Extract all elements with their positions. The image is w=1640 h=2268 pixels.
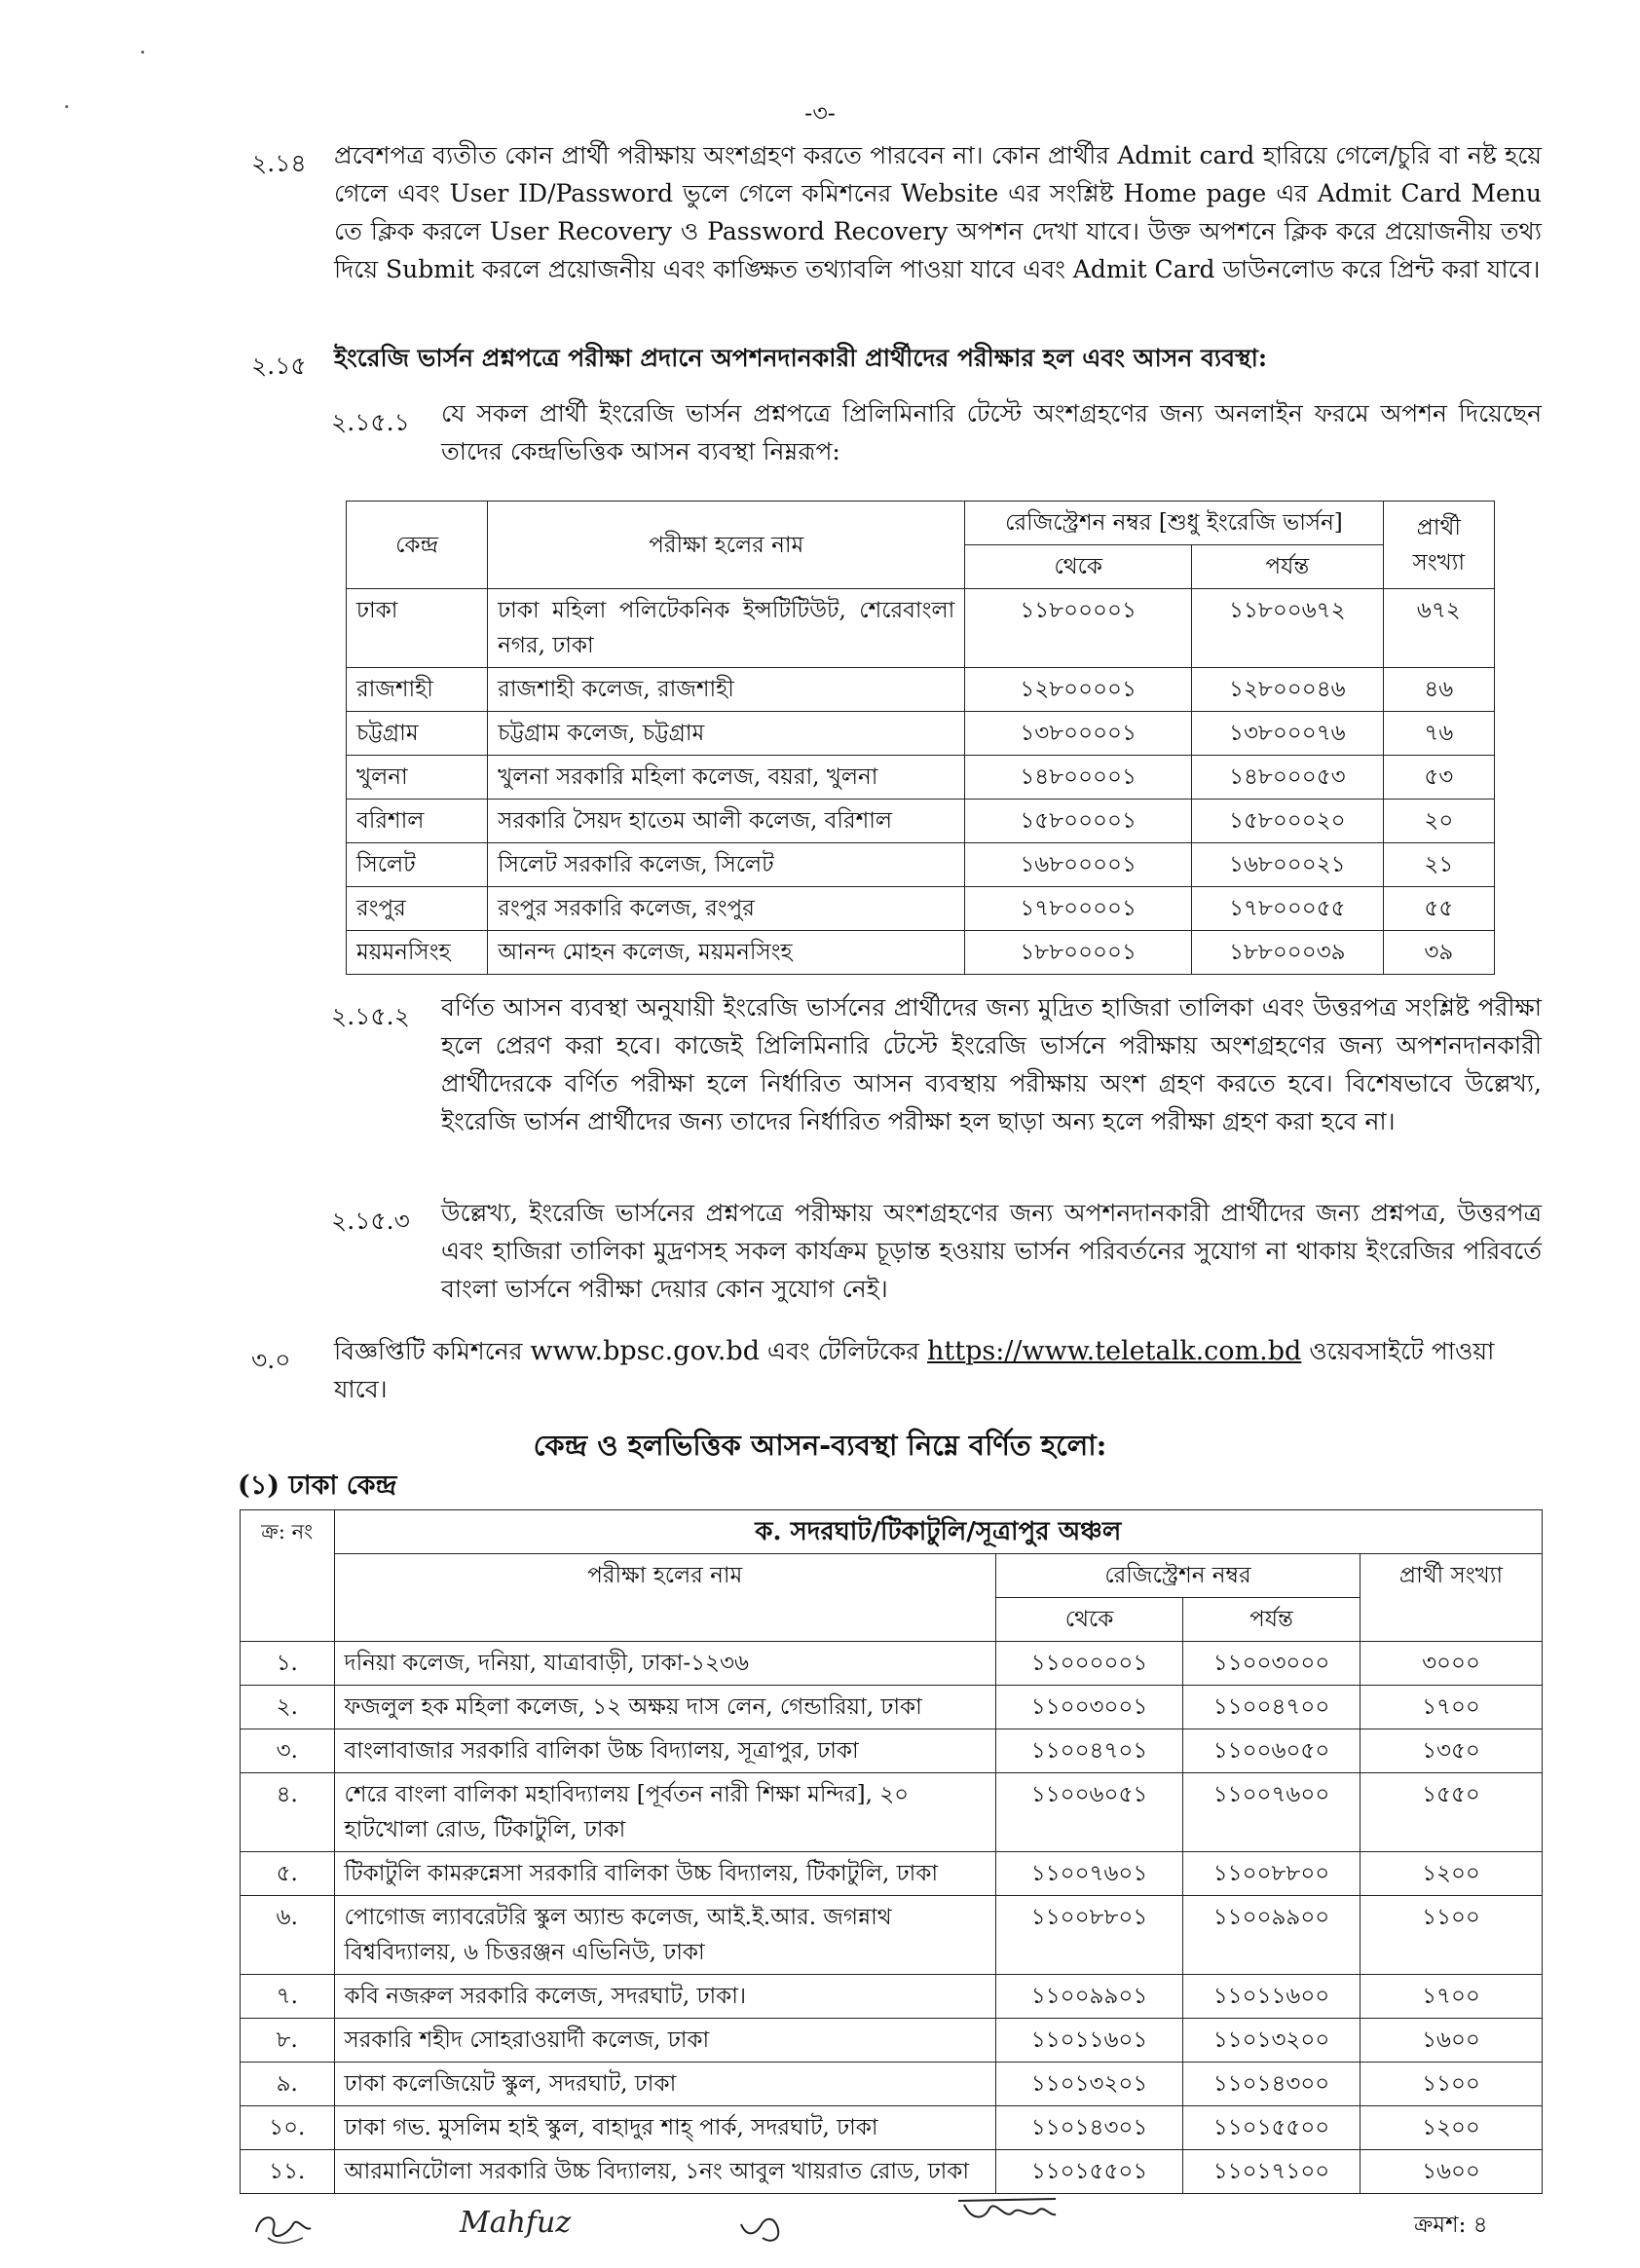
cell-hall: সরকারি শহীদ সোহরাওয়ার্দী কলেজ, ঢাকা	[334, 2019, 996, 2063]
col-header-to: পর্যন্ত	[1183, 1598, 1360, 1642]
signature-1	[248, 2203, 317, 2251]
cell-count: ১২০০	[1360, 2106, 1542, 2150]
table-row	[347, 712, 1495, 756]
col-header-to: পর্যন্ত	[1192, 545, 1384, 589]
col-header-from: থেকে	[965, 545, 1192, 589]
cell-count: ১১০০	[1360, 1896, 1542, 1975]
cell-to: ১১০১১৬০০	[1183, 1975, 1360, 2019]
cell-serial: ৮.	[241, 2019, 335, 2063]
cell-center: রাজশাহী	[347, 668, 488, 712]
clause-number: ২.১৫.২	[331, 1002, 410, 1030]
cell-to: ১১০১৪৩০০	[1183, 2063, 1360, 2106]
cell-hall: সিলেট সরকারি কলেজ, সিলেট	[488, 843, 965, 887]
clause-2-15-2: বর্ণিত আসন ব্যবস্থা অনুযায়ী ইংরেজি ভার্সনের প্রার্থীদের জন্য মুদ্রিত হাজিরা তালিকা এবং উত্তরপত্র সংশ্লিষ্ট পরীক্ষা হলে প্রেরণ করা হবে। কাজেই প্রিলিমিনারি টেস্টে ইংরেজি ভার্সনে পরীক্ষায় অংশগ্রহণের জন্য অপশনদানকারী প্রার্থীদেরকে বর্ণিত পরীক্ষা হলে নির্ধারিত আসন ব্যবস্থায় পরীক্ষায় অংশ গ্রহণ করতে হবে। বিশেষভাবে উল্লেখ্য, ইংরেজি ভার্সন প্রার্থীদের জন্য তাদের নির্ধারিত পরীক্ষা হল ছাড়া অন্য হলে পরীক্ষা গ্রহণ করা হবে না।	[441, 993, 1542, 1135]
cell-serial: ১১.	[241, 2150, 335, 2194]
cell-from: ১৮৮০০০০১	[965, 931, 1192, 975]
table-row	[241, 2106, 1543, 2150]
table-row	[241, 1729, 1543, 1773]
cell-from: ১৭৮০০০০১	[965, 887, 1192, 931]
cell-to: ১১০০৯৯০০	[1183, 1896, 1360, 1975]
col-header-reg: রেজিস্ট্রেশন নম্বর	[996, 1554, 1360, 1598]
cell-count: ১১০০	[1360, 2063, 1542, 2106]
table-row	[347, 589, 1495, 668]
clause-2-15-heading: ইংরেজি ভার্সন প্রশ্নপত্রে পরীক্ষা প্রদানে অপশনদানকারী প্রার্থীদের পরীক্ষার হল এবং আসন ব্যবস্থা:	[334, 344, 1268, 372]
cell-from: ১১০১৪৩০১	[996, 2106, 1183, 2150]
cell-hall: আনন্দ মোহন কলেজ, ময়মনসিংহ	[488, 931, 965, 975]
cell-center: সিলেট	[347, 843, 488, 887]
cell-count: ১২০০	[1360, 1852, 1542, 1896]
cell-hall: সরকারি সৈয়দ হাতেম আলী কলেজ, বরিশাল	[488, 799, 965, 843]
col-header-serial: ক্র: নং	[241, 1510, 335, 1642]
cell-from: ১১০০৯৯০১	[996, 1975, 1183, 2019]
cell-to: ১৫৮০০০২০	[1192, 799, 1384, 843]
cell-from: ১১০০৮৮০১	[996, 1896, 1183, 1975]
cell-center: চট্টগ্রাম	[347, 712, 488, 756]
cell-hall: শেরে বাংলা বালিকা মহাবিদ্যালয় [পূর্বতন নারী শিক্ষা মন্দির], ২০ হাটখোলা রোড, টিকাটুলি, ঢাকা	[334, 1773, 996, 1852]
cell-to: ১১০০৭৬০০	[1183, 1773, 1360, 1852]
cell-hall: কবি নজরুল সরকারি কলেজ, সদরঘাট, ঢাকা।	[334, 1975, 996, 2019]
cell-hall: আরমানিটোলা সরকারি উচ্চ বিদ্যালয়, ১নং আবুল খায়রাত রোড, ঢাকা	[334, 2150, 996, 2194]
cell-count: ১৫৫০	[1360, 1773, 1542, 1852]
clause-3-0-before: বিজ্ঞপ্তিটি কমিশনের	[334, 1337, 531, 1365]
cell-count: ১৬০০	[1360, 2019, 1542, 2063]
cell-to: ১৪৮০০০৫৩	[1192, 756, 1384, 799]
cell-to: ১১০০৬০৫০	[1183, 1729, 1360, 1773]
cell-count: ২০	[1383, 799, 1494, 843]
col-header-reg: রেজিস্ট্রেশন নম্বর [শুধু ইংরেজি ভার্সন]	[965, 502, 1383, 545]
cell-to: ১১০০৪৭০০	[1183, 1686, 1360, 1729]
cell-count: ৩৯	[1383, 931, 1494, 975]
clause-number: ৩.০	[251, 1346, 291, 1374]
cell-from: ১৬৮০০০০১	[965, 843, 1192, 887]
cell-to: ১১৮০০৬৭২	[1192, 589, 1384, 668]
cell-serial: ১০.	[241, 2106, 335, 2150]
cell-from: ১১০১৩২০১	[996, 2063, 1183, 2106]
col-header-hall: পরীক্ষা হলের নাম	[488, 502, 965, 589]
clause-2-15-3: উল্লেখ্য, ইংরেজি ভার্সনের প্রশ্নপত্রে পরীক্ষায় অংশগ্রহণের জন্য অপশনদানকারী প্রার্থীদের জন্য প্রশ্নপত্র, উত্তরপত্র এবং হাজিরা তালিকা মুদ্রণসহ সকল কার্যক্রম চূড়ান্ত হওয়ায় ভার্সন পরিবর্তনের সুযোগ না থাকায় ইংরেজির পরিবর্তে বাংলা ভার্সনে পরীক্ষা দেয়ার কোন সুযোগ নেই।	[441, 1199, 1542, 1303]
clause-number: ২.১৫.৩	[331, 1207, 410, 1235]
cell-from: ১১০১৫৫০১	[996, 2150, 1183, 2194]
table-row	[241, 1773, 1543, 1852]
clause-3-0	[334, 1332, 1542, 1408]
cell-center: ঢাকা	[347, 589, 488, 668]
cell-count: ৩০০০	[1360, 1642, 1542, 1686]
cell-hall: পোগোজ ল্যাবরেটরি স্কুল অ্যান্ড কলেজ, আই.ই.আর. জগন্নাথ বিশ্ববিদ্যালয়, ৬ চিত্তরঞ্জন এভিনিউ, ঢাকা	[334, 1896, 996, 1975]
dhaka-center-title: (১) ঢাকা কেন্দ্র	[238, 1470, 397, 1501]
clause-3-0-after: ওয়েবসাইটে পাওয়া যাবে।	[334, 1337, 1495, 1403]
section-heading: কেন্দ্র ও হলভিত্তিক আসন-ব্যবস্থা নিম্নে বর্ণিত হলো:	[533, 1429, 1107, 1462]
cell-to: ১৩৮০০০৭৬	[1192, 712, 1384, 756]
table-row	[241, 2150, 1543, 2194]
cell-hall: রাজশাহী কলেজ, রাজশাহী	[488, 668, 965, 712]
clause-2-14: প্রবেশপত্র ব্যতীত কোন প্রার্থী পরীক্ষায় অংশগ্রহণ করতে পারবেন না। কোন প্রার্থীর Admit card হারিয়ে গেলে/চুরি বা নষ্ট হয়ে গেলে এবং User ID/Password ভুলে গেলে কমিশনের Website এর সংশ্লিষ্ট Home page এর Admit Card Menu তে ক্লিক করলে User Recovery ও Password Recovery অপশন দেখা যাবে। উক্ত অপশনে ক্লিক করে প্রয়োজনীয় তথ্য দিয়ে Submit করলে প্রয়োজনীয় এবং কাঙ্ক্ষিত তথ্যাবলি পাওয়া যাবে এবং Admit Card ডাউনলোড করে প্রিন্ট করা যাবে।	[334, 141, 1542, 283]
cell-hall: ফজলুল হক মহিলা কলেজ, ১২ অক্ষয় দাস লেন, গেন্ডারিয়া, ঢাকা	[334, 1686, 996, 1729]
cell-to: ১১০১৫৫০০	[1183, 2106, 1360, 2150]
clause-number: ২.১৪	[251, 149, 307, 177]
table-row	[241, 2063, 1543, 2106]
cell-to: ১৮৮০০০৩৯	[1192, 931, 1384, 975]
english-version-seat-table	[346, 501, 1495, 975]
cell-serial: ৪.	[241, 1773, 335, 1852]
col-header-center: কেন্দ্র	[347, 502, 488, 589]
cell-center: খুলনা	[347, 756, 488, 799]
cell-count: ৫৫	[1383, 887, 1494, 931]
cell-count: ৬৭২	[1383, 589, 1494, 668]
zone-header: ক. সদরঘাট/টিকাটুলি/সূত্রাপুর অঞ্চল	[334, 1510, 1543, 1554]
cell-serial: ২.	[241, 1686, 335, 1729]
col-header-count: প্রার্থী সংখ্যা	[1360, 1554, 1542, 1642]
table-row	[241, 1896, 1543, 1975]
table-row	[241, 1852, 1543, 1896]
cell-serial: ৩.	[241, 1729, 335, 1773]
cell-to: ১৬৮০০০২১	[1192, 843, 1384, 887]
cell-hall: ঢাকা গভ. মুসলিম হাই স্কুল, বাহাদুর শাহ্ পার্ক, সদরঘাট, ঢাকা	[334, 2106, 996, 2150]
cell-from: ১৩৮০০০০১	[965, 712, 1192, 756]
cell-from: ১২৮০০০০১	[965, 668, 1192, 712]
dhaka-seat-table	[240, 1509, 1543, 2194]
cell-from: ১১০০৬০৫১	[996, 1773, 1183, 1852]
teletalk-website-link[interactable]: https://www.teletalk.com.bd	[926, 1336, 1302, 1366]
clause-number: ২.১৫.১	[331, 408, 410, 436]
cell-serial: ৯.	[241, 2063, 335, 2106]
cell-from: ১৫৮০০০০১	[965, 799, 1192, 843]
table-row	[347, 668, 1495, 712]
scan-speck	[141, 51, 144, 54]
table-row	[347, 756, 1495, 799]
cell-hall: বাংলাবাজার সরকারি বালিকা উচ্চ বিদ্যালয়, সূত্রাপুর, ঢাকা	[334, 1729, 996, 1773]
signature-3	[735, 2205, 784, 2249]
table-row	[241, 1686, 1543, 1729]
cell-hall: দনিয়া কলেজ, দনিয়া, যাত্রাবাড়ী, ঢাকা-১২৩৬	[334, 1642, 996, 1686]
table-row	[347, 799, 1495, 843]
bpsc-website-link[interactable]: www.bpsc.gov.bd	[530, 1336, 760, 1366]
cell-hall: খুলনা সরকারি মহিলা কলেজ, বয়রা, খুলনা	[488, 756, 965, 799]
cell-count: ৫৩	[1383, 756, 1494, 799]
cell-center: বরিশাল	[347, 799, 488, 843]
table-row	[347, 931, 1495, 975]
cell-hall: চট্টগ্রাম কলেজ, চট্টগ্রাম	[488, 712, 965, 756]
cell-count: ১৩৫০	[1360, 1729, 1542, 1773]
cell-hall: ঢাকা মহিলা পলিটেকনিক ইন্সটিটিউট, শেরেবাংলা নগর, ঢাকা	[488, 589, 965, 668]
col-header-count: প্রার্থী সংখ্যা	[1383, 502, 1494, 589]
table-row	[241, 1975, 1543, 2019]
clause-3-0-middle: এবং টেলিটকের	[759, 1337, 927, 1365]
cell-from: ১১০০৭৬০১	[996, 1852, 1183, 1896]
signature-2: Mahfuz	[460, 2206, 572, 2240]
table-row	[347, 843, 1495, 887]
cell-serial: ১.	[241, 1642, 335, 1686]
cell-from: ১১০১১৬০১	[996, 2019, 1183, 2063]
cell-from: ১৪৮০০০০১	[965, 756, 1192, 799]
col-header-hall: পরীক্ষা হলের নাম	[334, 1554, 996, 1642]
cell-to: ১১০০৮৮০০	[1183, 1852, 1360, 1896]
cell-count: ১৭০০	[1360, 1975, 1542, 2019]
continued-label: ক্রমশ: ৪	[1414, 2212, 1488, 2238]
cell-to: ১২৮০০০৪৬	[1192, 668, 1384, 712]
cell-to: ১১০১৩২০০	[1183, 2019, 1360, 2063]
cell-hall: টিকাটুলি কামরুন্নেসা সরকারি বালিকা উচ্চ বিদ্যালয়, টিকাটুলি, ঢাকা	[334, 1852, 996, 1896]
cell-from: ১১০০৩০০১	[996, 1686, 1183, 1729]
cell-center: রংপুর	[347, 887, 488, 931]
cell-serial: ৭.	[241, 1975, 335, 2019]
cell-to: ১১০১৭১০০	[1183, 2150, 1360, 2194]
col-header-from: থেকে	[996, 1598, 1183, 1642]
table-row	[241, 1642, 1543, 1686]
cell-from: ১১০০০০০১	[996, 1642, 1183, 1686]
cell-to: ১৭৮০০০৫৫	[1192, 887, 1384, 931]
cell-count: ২১	[1383, 843, 1494, 887]
table-row	[347, 887, 1495, 931]
clause-2-15-1: যে সকল প্রার্থী ইংরেজি ভার্সন প্রশ্নপত্রে প্রিলিমিনারি টেস্টে অংশগ্রহণের জন্য অনলাইন ফরমে অপশন দিয়েছেন তাদের কেন্দ্রভিত্তিক আসন ব্যবস্থা নিম্নরূপ:	[441, 399, 1542, 465]
cell-from: ১১৮০০০০১	[965, 589, 1192, 668]
cell-count: ১৭০০	[1360, 1686, 1542, 1729]
cell-hall: ঢাকা কলেজিয়েট স্কুল, সদরঘাট, ঢাকা	[334, 2063, 996, 2106]
cell-center: ময়মনসিংহ	[347, 931, 488, 975]
cell-serial: ৬.	[241, 1896, 335, 1975]
cell-count: ১৬০০	[1360, 2150, 1542, 2194]
page-number: -৩-	[804, 99, 836, 127]
table-row	[241, 2019, 1543, 2063]
clause-number: ২.১৫	[251, 352, 307, 380]
cell-serial: ৫.	[241, 1852, 335, 1896]
signature-4	[954, 2191, 1062, 2230]
cell-count: ৪৬	[1383, 668, 1494, 712]
cell-count: ৭৬	[1383, 712, 1494, 756]
cell-from: ১১০০৪৭০১	[996, 1729, 1183, 1773]
cell-hall: রংপুর সরকারি কলেজ, রংপুর	[488, 887, 965, 931]
cell-to: ১১০০৩০০০	[1183, 1642, 1360, 1686]
